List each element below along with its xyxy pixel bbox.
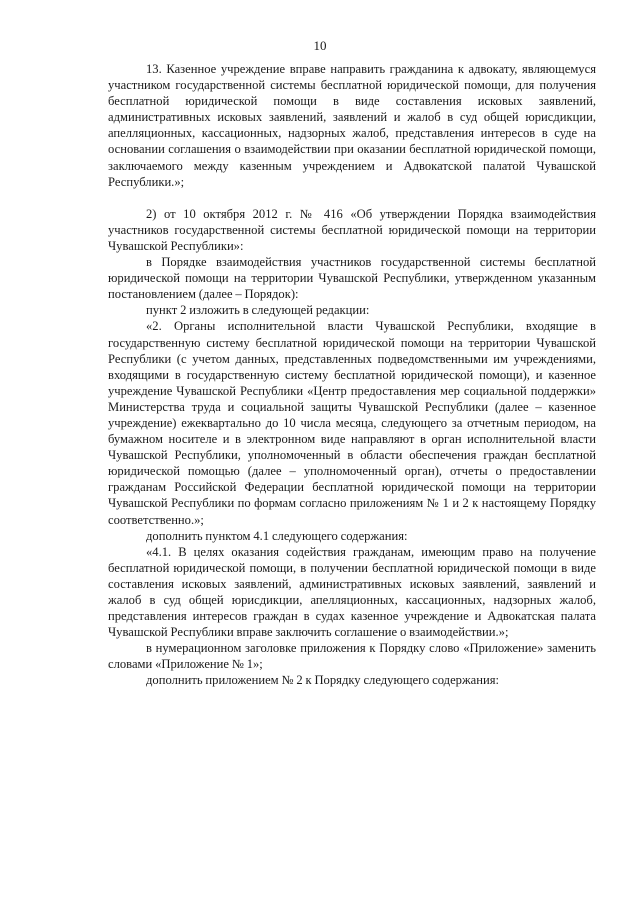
paragraph-item-4-1-text: «4.1. В целях оказания содействия гражданам, имеющим право на получение бесплатной юридической помощи, в получении бесплатной юридической помощи в виде составления исковых заявлений, административных исковых заявлений, заявлений и жалоб в суд общей юрисдикции, апелляционных, кассационных, надзорных жалоб, представления интересов граждан в судах казенное учреждение и Адвокатская палата Чувашской Республики вправе заключить соглашение о взаимодействии.»; (108, 544, 596, 640)
page-number: 10 (313, 38, 327, 53)
paragraph-appendix-heading-change: в нумерационном заголовке приложения к Порядку слово «Приложение» заменить словами «Приложение № 1»; (108, 641, 596, 672)
paragraph-item-13: 13. Казенное учреждение вправе направить гражданина к адвокату, являющемуся участником государственной системы бесплатной юридической помощи, для получения бесплатной юридической помощи в виде составления исковых заявлений, административных исковых заявлений, заявлений и жалоб в суд общей юрисдикции, апелляционных, кассационных, надзорных жалоб, представления интересов в суде на основании соглашения о взаимодействии при оказании бесплатной юридической помощи, заключаемого между казенным учреждением и Адвокатской палатой Чувашской Республики.»; (108, 62, 596, 189)
paragraph-appendix-2-instruction: дополнить приложением № 2 к Порядку следующего содержания: (146, 673, 500, 688)
paragraph-item-4-1-instruction: дополнить пунктом 4.1 следующего содержания: (146, 528, 408, 543)
paragraph-item-2-instruction: пункт 2 изложить в следующей редакции: (146, 303, 370, 318)
paragraph-amendment-2: 2) от 10 октября 2012 г. № 416 «Об утверждении Порядка взаимодействия участников государственной системы бесплатной юридической помощи на территории Чувашской Республики»: (108, 206, 596, 253)
paragraph-procedure-intro: в Порядке взаимодействия участников государственной системы бесплатной юридической помощи на территории Чувашской Республики, утвержденном указанным постановлением (далее – Порядок): (108, 255, 596, 302)
document-body (108, 61, 596, 689)
paragraph-item-2-text: «2. Органы исполнительной власти Чувашской Республики, входящие в государственную систему бесплатной юридической помощи на территории Чувашской Республики (с учетом данных, представленных подведомственными им учреждениями, входящими в государственную систему бесплатной юридической помощи), и казенное учреждение Чувашской Республики «Центр предоставления мер социальной поддержки» Министерства труда и социальной защиты Чувашской Республики (далее – казенное учреждение) ежеквартально до 10 числа месяца, следующего за отчетным периодом, на бумажном носителе и в электронном виде направляют в орган исполнительной власти Чувашской Республики, уполномоченный в области обеспечения граждан бесплатной юридической помощью (далее – уполномоченный орган), отчеты о предоставлении гражданам Российской Федерации бесплатной юридической помощи на территории Чувашской Республики по формам согласно приложениям № 1 и 2 к настоящему Порядку соответственно.»; (108, 319, 596, 527)
